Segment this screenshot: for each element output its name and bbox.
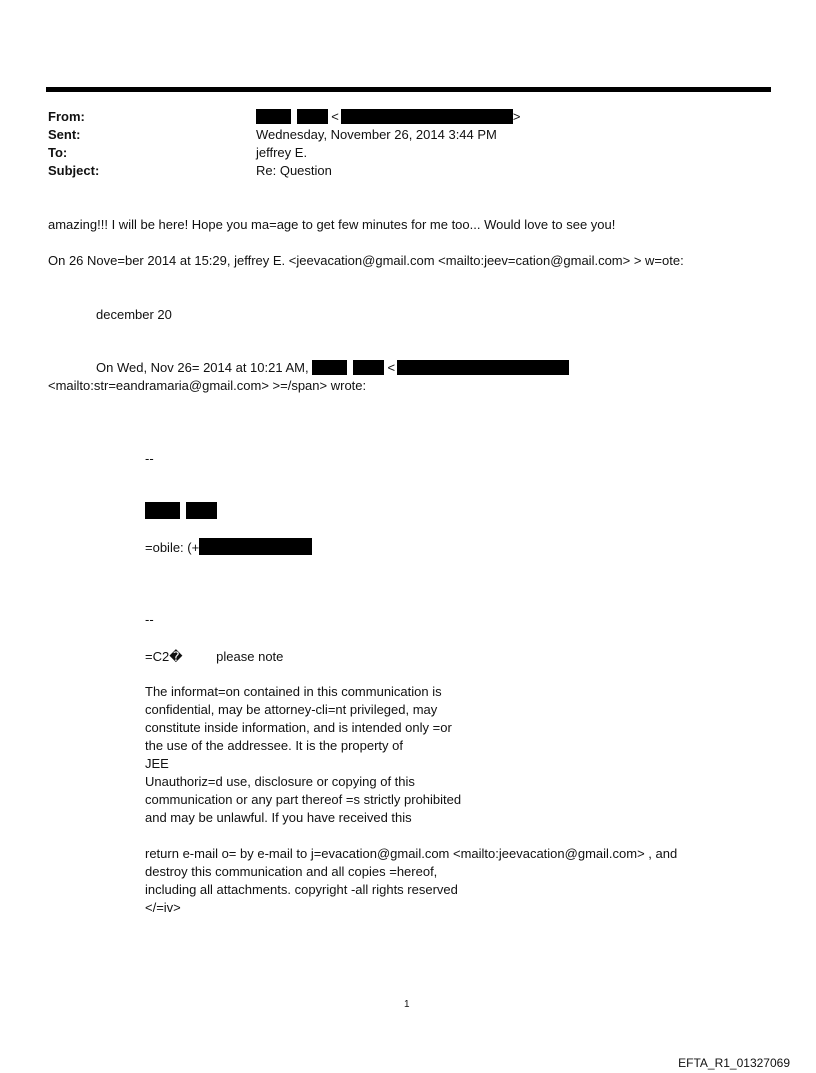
to-value: jeffrey E. [256,145,308,160]
return-line: </=iv> [145,900,181,915]
page-number: 1 [404,999,410,1010]
redaction-block [341,109,513,124]
quote-header-cont: <mailto:str=eandramaria@gmail.com> >=/span> wrote: [48,378,367,393]
return-line: destroy this communication and all copies =hereof, [145,864,438,879]
quote-header-text: On Wed, Nov 26= 2014 at 10:21 AM, [96,360,309,375]
return-line: return e-mail o= by e-mail to j=evacation@gmail.com <mailto:jeevacation@gmail.com> , and [145,846,678,861]
redaction-block [256,109,291,124]
subject-value: Re: Question [256,163,332,178]
disclaimer-block [145,683,461,827]
note-line [145,648,283,665]
body-line: amazing!!! I will be here! Hope you ma=age to get few minutes for me too... Would love to see you! [48,217,616,232]
redaction-block [397,360,569,375]
header-rule [46,87,771,92]
to-label: To: [48,145,68,160]
subject-label: Subject: [48,163,100,178]
mobile-prefix: =obile: (+ [145,540,200,555]
signature-separator: -- [145,451,154,466]
from-label: From: [48,109,85,124]
sent-label: Sent: [48,127,81,142]
redaction-block [199,538,312,555]
disclaimer-line: Unauthoriz=d use, disclosure or copying of this [145,774,415,789]
mobile-line [145,538,312,556]
disclaimer-line: and may be unlawful. If you have received this [145,810,412,825]
quote-header: On 26 Nove=ber 2014 at 15:29, jeffrey E. <jeevacation@gmail.com <mailto:jeev=cation@gmail.com> > w=ote: [48,253,684,268]
signature-name [145,502,217,520]
redaction-block [297,109,328,124]
quote-header-nested [96,359,569,376]
note-text: please note [216,649,284,664]
document-id: EFTA_R1_01327069 [678,1056,790,1070]
redaction-block [353,360,384,375]
disclaimer-line: communication or any part thereof =s strictly prohibited [145,792,462,807]
return-block [145,845,677,917]
sent-value: Wednesday, November 26, 2014 3:44 PM [256,127,497,142]
from-value [256,108,520,125]
from-open-bracket: < [331,109,339,124]
return-line: including all attachments. copyright -all rights reserved [145,882,458,897]
redaction-block [145,502,180,519]
disclaimer-line: the use of the addressee. It is the property of [145,738,403,753]
disclaimer-line: confidential, may be attorney-cli=nt privileged, may [145,702,438,717]
disclaimer-line: JEE [145,756,169,771]
quote-open-bracket: < [387,360,396,375]
disclaimer-line: constitute inside information, and is intended only =or [145,720,452,735]
quoted-text: december 20 [96,307,172,322]
from-close-bracket: > [512,109,521,124]
redaction-block [186,502,217,519]
signature-separator: -- [145,612,154,627]
note-prefix: =C2� [145,649,183,664]
disclaimer-line: The informat=on contained in this communication is [145,684,442,699]
redaction-block [312,360,347,375]
